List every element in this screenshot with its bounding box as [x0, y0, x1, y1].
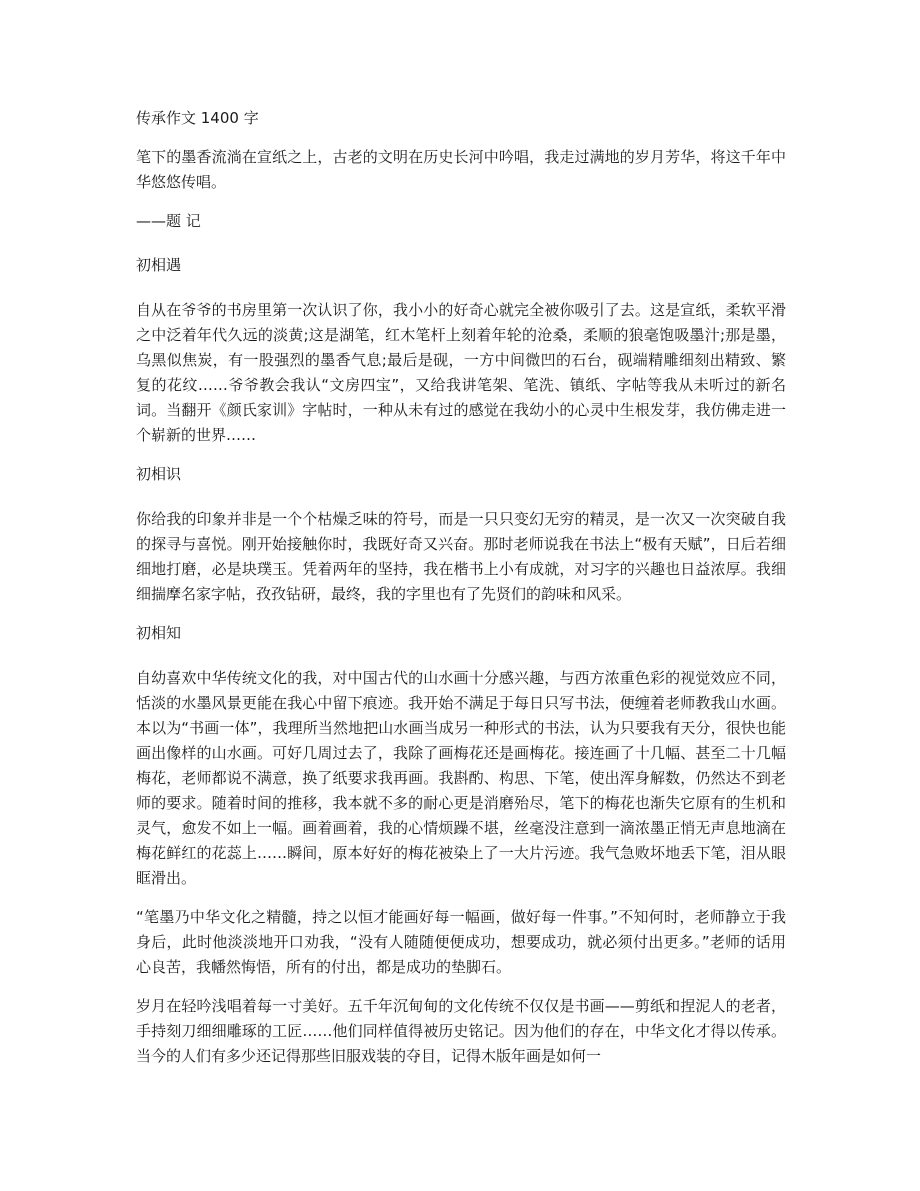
preface-paragraph: 笔下的墨香流淌在宣纸之上，古老的文明在历史长河中吟唱，我走过满地的岁月芳华，将这千年中华悠悠传唱。 [136, 148, 786, 191]
section-heading-first-acquaintance: 初相识 [136, 465, 182, 483]
epigraph: ——题 记 [136, 212, 201, 230]
document-title: 传承作文 1400 字 [136, 109, 259, 127]
section-heading-first-understanding: 初相知 [136, 624, 182, 642]
section-first-meeting-paragraph: 自从在爷爷的书房里第一次认识了你，我小小的好奇心就完全被你吸引了去。这是宣纸，柔软平滑之中泛着年代久远的淡黄;这是湖笔，红木笔杆上刻着年轮的沧桑，柔顺的狼毫饱吸墨汁;那是墨，乌黑似焦炭，有一股强烈的墨香气息;最后是砚，一方中间微凹的石台，砚端精雕细刻出精致、繁复的花纹……爷爷教会我认“文房四宝”，又给我讲笔架、笔洗、镇纸、字帖等我从未听过的新名词。当翻开《颜氏家训》字帖时，一种从未有过的感觉在我幼小的心灵中生根发芽，我仿佛走进一个崭新的世界…… [136, 301, 786, 444]
section-heading-first-meeting: 初相遇 [136, 256, 182, 274]
section-first-understanding-paragraph-3: 岁月在轻吟浅唱着每一寸美好。五千年沉甸甸的文化传统不仅仅是书画——剪纸和捏泥人的老者，手持刻刀细细雕琢的工匠……他们同样值得被历史铭记。因为他们的存在，中华文化才得以传承。当今的人们有多少还记得那些旧服戏装的夺目，记得木版年画是如何一 [136, 997, 786, 1065]
section-first-understanding-paragraph-2: “笔墨乃中华文化之精髓，持之以恒才能画好每一幅画，做好每一件事。”不知何时，老师静立于我身后，此时他淡淡地开口劝我，“没有人随随便便成功，想要成功，就必须付出更多。”老师的话用心良苦，我幡然悔悟，所有的付出，都是成功的垫脚石。 [136, 908, 786, 976]
section-first-acquaintance-paragraph: 你给我的印象并非是一个个枯燥乏味的符号，而是一只只变幻无穷的精灵，是一次又一次突破自我的探寻与喜悦。刚开始接触你时，我既好奇又兴奋。那时老师说我在书法上“极有天赋”，日后若细细地打磨，必是块璞玉。凭着两年的坚持，我在楷书上小有成就，对习字的兴趣也日益浓厚。我细细揣摩名家字帖，孜孜钻研，最终，我的字里也有了先贤们的韵味和风采。 [136, 510, 786, 603]
section-first-understanding-paragraph-1: 自幼喜欢中华传统文化的我，对中国古代的山水画十分感兴趣，与西方浓重色彩的视觉效应不同，恬淡的水墨风景更能在我心中留下痕迹。我开始不满足于每日只写书法，便缠着老师教我山水画。本以为“书画一体”，我理所当然地把山水画当成另一种形式的书法，认为只要我有天分，很快也能画出像样的山水画。可好几周过去了，我除了画梅花还是画梅花。接连画了十几幅、甚至二十几幅梅花，老师都说不满意，换了纸要求我再画。我斟酌、构思、下笔，使出浑身解数，仍然达不到老师的要求。随着时间的推移，我本就不多的耐心更是消磨殆尽，笔下的梅花也渐失它原有的生机和灵气，愈发不如上一幅。画着画着，我的心情烦躁不堪，丝毫没注意到一滴浓墨正悄无声息地滴在梅花鲜红的花蕊上……瞬间，原本好好的梅花被染上了一大片污迹。我气急败坏地丢下笔，泪从眼眶滑出。 [136, 669, 786, 887]
document-page [136, 106, 786, 1083]
